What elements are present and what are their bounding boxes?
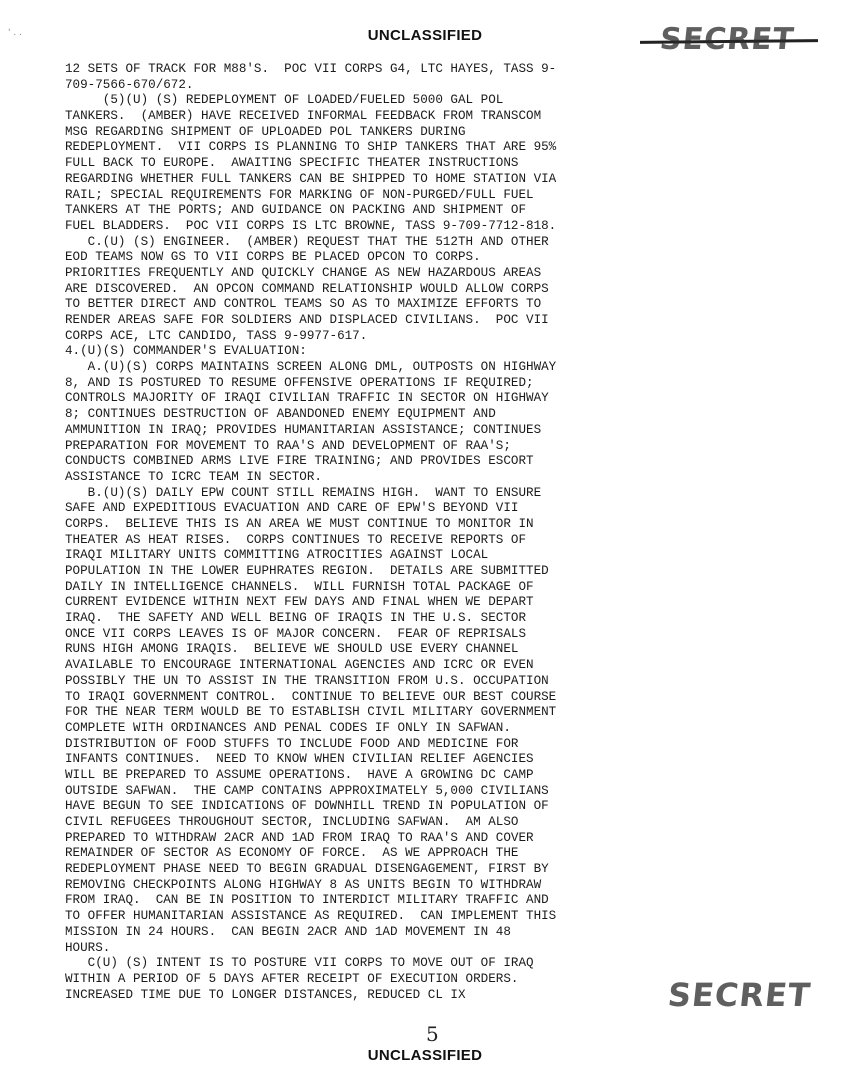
text-line: AMMUNITION IN IRAQ; PROVIDES HUMANITARIAN ASSISTANCE; CONTINUES [65,422,542,437]
margin-marks: ' . . [8,28,22,38]
text-line: HOURS. [65,940,111,955]
text-line: DAILY IN INTELLIGENCE CHANNELS. WILL FURNISH TOTAL PACKAGE OF [65,579,534,594]
text-line: TO BETTER DIRECT AND CONTROL TEAMS SO AS TO MAXIMIZE EFFORTS TO [65,297,542,312]
text-line: REDEPLOYMENT PHASE NEED TO BEGIN GRADUAL DISENGAGEMENT, FIRST BY [65,862,549,877]
text-line: MISSION IN 24 HOURS. CAN BEGIN 2ACR AND 1AD MOVEMENT IN 48 [65,924,511,939]
text-line: COMPLETE WITH ORDINANCES AND PENAL CODES IF ONLY IN SAFWAN. [65,720,511,735]
text-line: TO IRAQI GOVERNMENT CONTROL. CONTINUE TO BELIEVE OUR BEST COURSE [65,689,557,704]
text-line: C(U) (S) INTENT IS TO POSTURE VII CORPS TO MOVE OUT OF IRAQ [65,956,534,971]
text-line: IRAQ. THE SAFETY AND WELL BEING OF IRAQIS IN THE U.S. SECTOR [65,611,527,626]
text-line: CONTROLS MAJORITY OF IRAQI CIVILIAN TRAFFIC IN SECTOR ON HIGHWAY [65,391,549,406]
text-line: 8, AND IS POSTURED TO RESUME OFFENSIVE OPERATIONS IF REQUIRED; [65,375,534,390]
text-line: POPULATION IN THE LOWER EUPHRATES REGION. DETAILS ARE SUBMITTED [65,564,549,578]
text-line: HAVE BEGUN TO SEE INDICATIONS OF DOWNHILL TREND IN POPULATION OF [65,799,549,814]
text-line: CORPS. BELIEVE THIS IS AN AREA WE MUST CONTINUE TO MONITOR IN [65,516,534,531]
text-line: CONDUCTS COMBINED ARMS LIVE FIRE TRAINING; AND PROVIDES ESCORT [65,454,534,469]
text-line: REGARDING WHETHER FULL TANKERS CAN BE SHIPPED TO HOME STATION VIA [65,171,557,186]
text-line: INCREASED TIME DUE TO LONGER DISTANCES, REDUCED CL IX [65,987,466,1002]
text-line: POSSIBLY THE UN TO ASSIST IN THE TRANSITION FROM U.S. OCCUPATION [65,673,549,688]
text-line: PREPARED TO WITHDRAW 2ACR AND 1AD FROM IRAQ TO RAA'S AND COVER [65,830,534,845]
page-number: 5 [426,1022,439,1046]
text-line: (5)(U) (S) REDEPLOYMENT OF LOADED/FUELED 5000 GAL POL [65,93,504,108]
text-line: ASSISTANCE TO ICRC TEAM IN SECTOR. [65,469,322,484]
text-line: B.(U)(S) DAILY EPW COUNT STILL REMAINS HIGH. WANT TO ENSURE [65,485,542,500]
text-line: FUEL BLADDERS. POC VII CORPS IS LTC BROWNE, TASS 9-709-7712-818. [65,218,557,233]
text-line: TO OFFER HUMANITARIAN ASSISTANCE AS REQUIRED. CAN IMPLEMENT THIS [65,909,557,924]
text-line: 12 SETS OF TRACK FOR M88'S. POC VII CORPS G4, LTC HAYES, TASS 9- [65,62,557,76]
text-line: THEATER AS HEAT RISES. CORPS CONTINUES TO RECEIVE REPORTS OF [65,532,527,547]
text-line: REMAINDER OF SECTOR AS ECONOMY OF FORCE. AS WE APPROACH THE [65,846,519,861]
text-line: TANKERS. (AMBER) HAVE RECEIVED INFORMAL FEEDBACK FROM TRANSCOM [65,109,542,124]
text-line: TANKERS AT THE PORTS; AND GUIDANCE ON PACKING AND SHIPMENT OF [65,203,527,218]
text-line: SAFE AND EXPEDITIOUS EVACUATION AND CARE OF EPW'S BEYOND VII [65,501,519,516]
text-line: REMOVING CHECKPOINTS ALONG HIGHWAY 8 AS UNITS BEGIN TO WITHDRAW [65,877,542,892]
text-line: RENDER AREAS SAFE FOR SOLDIERS AND DISPLACED CIVILIANS. POC VII [65,313,549,327]
text-line: IRAQI MILITARY UNITS COMMITTING ATROCITIES AGAINST LOCAL [65,548,489,563]
text-line: CURRENT EVIDENCE WITHIN NEXT FEW DAYS AND FINAL WHEN WE DEPART [65,595,534,610]
text-line: WITHIN A PERIOD OF 5 DAYS AFTER RECEIPT OF EXECUTION ORDERS. [65,971,519,986]
text-line: RAIL; SPECIAL REQUIREMENTS FOR MARKING OF NON-PURGED/FULL FUEL [65,187,534,202]
classification-stamp-top: SECRET [658,22,797,57]
header-classification: UNCLASSIFIED [367,27,483,44]
text-line: MSG REGARDING SHIPMENT OF UPLOADED POL TANKERS DURING [65,124,466,139]
text-line: PREPARATION FOR MOVEMENT TO RAA'S AND DEVELOPMENT OF RAA'S; [65,438,511,453]
document-body [65,62,705,1003]
text-line: WILL BE PREPARED TO ASSUME OPERATIONS. HAVE A GROWING DC CAMP [65,767,534,782]
text-line: CORPS ACE, LTC CANDIDO, TASS 9-9977-617. [65,328,368,343]
classification-stamp-bottom: SECRET [666,976,813,1014]
text-line: AVAILABLE TO ENCOURAGE INTERNATIONAL AGENCIES AND ICRC OR EVEN [65,658,534,673]
text-line: OUTSIDE SAFWAN. THE CAMP CONTAINS APPROXIMATELY 5,000 CIVILIANS [65,783,549,798]
text-line: EOD TEAMS NOW GS TO VII CORPS BE PLACED OPCON TO CORPS. [65,250,481,265]
text-line: INFANTS CONTINUES. NEED TO KNOW WHEN CIVILIAN RELIEF AGENCIES [65,752,534,767]
text-line: ARE DISCOVERED. AN OPCON COMMAND RELATIONSHIP WOULD ALLOW CORPS [65,281,549,296]
text-line: DISTRIBUTION OF FOOD STUFFS TO INCLUDE FOOD AND MEDICINE FOR [65,736,519,751]
text-line: FROM IRAQ. CAN BE IN POSITION TO INTERDICT MILITARY TRAFFIC AND [65,893,549,908]
text-line: REDEPLOYMENT. VII CORPS IS PLANNING TO SHIP TANKERS THAT ARE 95% [65,140,557,155]
text-line: C.(U) (S) ENGINEER. (AMBER) REQUEST THAT THE 512TH AND OTHER [65,234,549,249]
footer-classification: UNCLASSIFIED [367,1047,483,1064]
text-line: A.(U)(S) CORPS MAINTAINS SCREEN ALONG DML, OUTPOSTS ON HIGHWAY [65,360,557,375]
text-line: 8; CONTINUES DESTRUCTION OF ABANDONED ENEMY EQUIPMENT AND [65,407,496,422]
text-line: 4.(U)(S) COMMANDER'S EVALUATION: [65,344,307,359]
text-line: ONCE VII CORPS LEAVES IS OF MAJOR CONCERN. FEAR OF REPRISALS [65,626,527,641]
text-line: 709-7566-670/672. [65,77,194,92]
text-line: RUNS HIGH AMONG IRAQIS. BELIEVE WE SHOULD USE EVERY CHANNEL [65,642,519,657]
text-line: PRIORITIES FREQUENTLY AND QUICKLY CHANGE AS NEW HAZARDOUS AREAS [65,265,542,280]
text-line: FOR THE NEAR TERM WOULD BE TO ESTABLISH CIVIL MILITARY GOVERNMENT [65,705,557,720]
text-line: CIVIL REFUGEES THROUGHOUT SECTOR, INCLUDING SAFWAN. AM ALSO [65,815,519,829]
text-line: FULL BACK TO EUROPE. AWAITING SPECIFIC THEATER INSTRUCTIONS [65,156,519,171]
